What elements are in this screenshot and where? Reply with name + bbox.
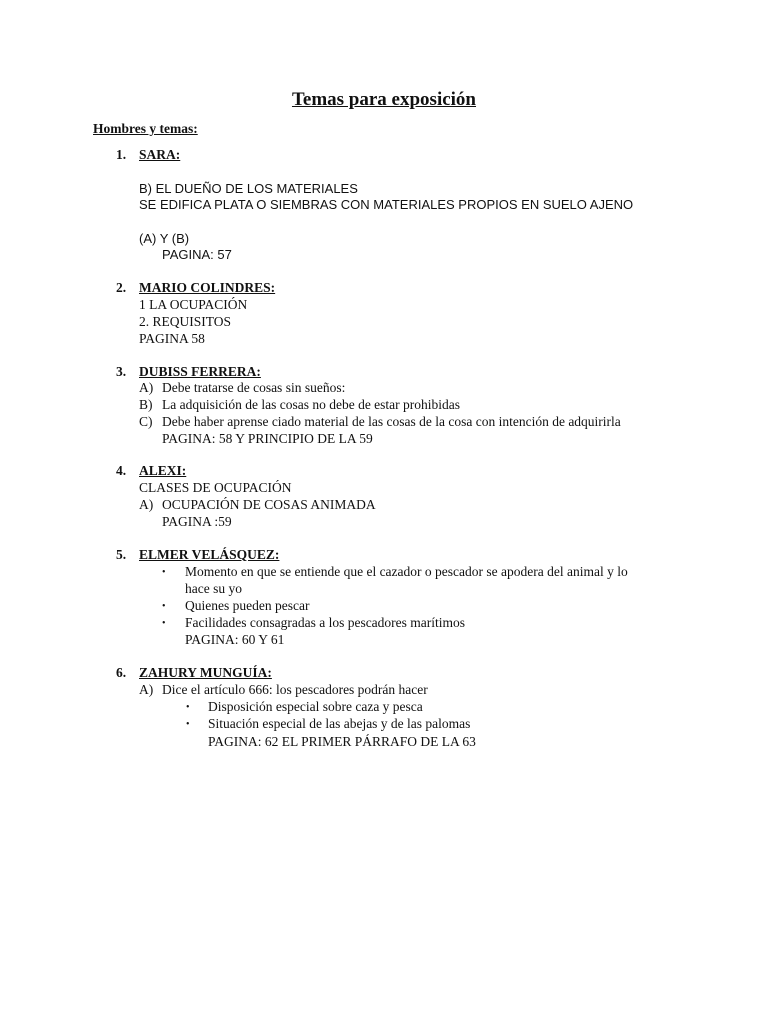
- topic-line: hace su yo: [185, 581, 242, 596]
- presenter-name: ZAHURY MUNGUÍA:: [139, 665, 272, 680]
- topic-line: OCUPACIÓN DE COSAS ANIMADA: [162, 497, 376, 512]
- list-number: 5.: [116, 547, 127, 562]
- list-number: 2.: [116, 280, 127, 295]
- topic-line: Quienes pueden pescar: [185, 598, 310, 613]
- bullet-icon: •: [186, 719, 190, 730]
- list-number: 1.: [116, 147, 127, 162]
- topic-line: 2. REQUISITOS: [139, 314, 232, 329]
- topic-line: Disposición especial sobre caza y pesca: [208, 699, 423, 714]
- page-reference: PAGINA: 62 EL PRIMER PÁRRAFO DE LA 63: [208, 734, 476, 749]
- presenter-name: DUBISS FERRERA:: [139, 364, 261, 379]
- item-marker: A): [139, 682, 154, 697]
- page-reference: PAGINA: 58 Y PRINCIPIO DE LA 59: [162, 431, 373, 446]
- page-reference: PAGINA 58: [139, 331, 205, 346]
- topic-line: Debe haber aprense ciado material de las cosas de la cosa con intención de adquirirla: [162, 414, 621, 429]
- section-heading: Hombres y temas:: [93, 121, 198, 136]
- topic-line: Facilidades consagradas a los pescadores marítimos: [185, 615, 466, 630]
- page-reference: PAGINA: 60 Y 61: [185, 632, 285, 647]
- topic-line: B) EL DUEÑO DE LOS MATERIALES: [139, 181, 358, 196]
- bullet-icon: •: [186, 702, 190, 713]
- list-number: 6.: [116, 665, 127, 680]
- bullet-icon: •: [162, 601, 166, 612]
- list-number: 4.: [116, 463, 127, 478]
- item-marker: A): [139, 497, 154, 512]
- item-marker: C): [139, 414, 153, 429]
- page-reference: PAGINA: 57: [162, 247, 232, 262]
- bullet-icon: •: [162, 567, 166, 578]
- topic-line: Dice el artículo 666: los pescadores podrán hacer: [162, 682, 428, 697]
- topic-line: Situación especial de las abejas y de las palomas: [208, 716, 471, 731]
- presenter-name: MARIO COLINDRES:: [139, 280, 276, 295]
- presenter-name: ELMER VELÁSQUEZ:: [139, 547, 280, 562]
- page-reference: PAGINA :59: [162, 514, 232, 529]
- topic-line: SE EDIFICA PLATA O SIEMBRAS CON MATERIALES PROPIOS EN SUELO AJENO: [139, 197, 634, 212]
- topic-line: Debe tratarse de cosas sin sueños:: [162, 380, 346, 395]
- bullet-icon: •: [162, 618, 166, 629]
- presenter-name: ALEXI:: [139, 463, 187, 478]
- topic-line: La adquisición de las cosas no debe de estar prohibidas: [162, 397, 461, 412]
- page-title: Temas para exposición: [291, 89, 477, 110]
- topic-line: (A) Y (B): [139, 231, 190, 246]
- item-marker: B): [139, 397, 153, 412]
- topic-line: CLASES DE OCUPACIÓN: [139, 480, 292, 495]
- presenter-name: SARA:: [139, 147, 181, 162]
- list-number: 3.: [116, 364, 127, 379]
- topic-line: Momento en que se entiende que el cazador o pescador se apodera del animal y lo: [185, 564, 628, 579]
- topic-line: 1 LA OCUPACIÓN: [139, 297, 248, 312]
- item-marker: A): [139, 380, 154, 395]
